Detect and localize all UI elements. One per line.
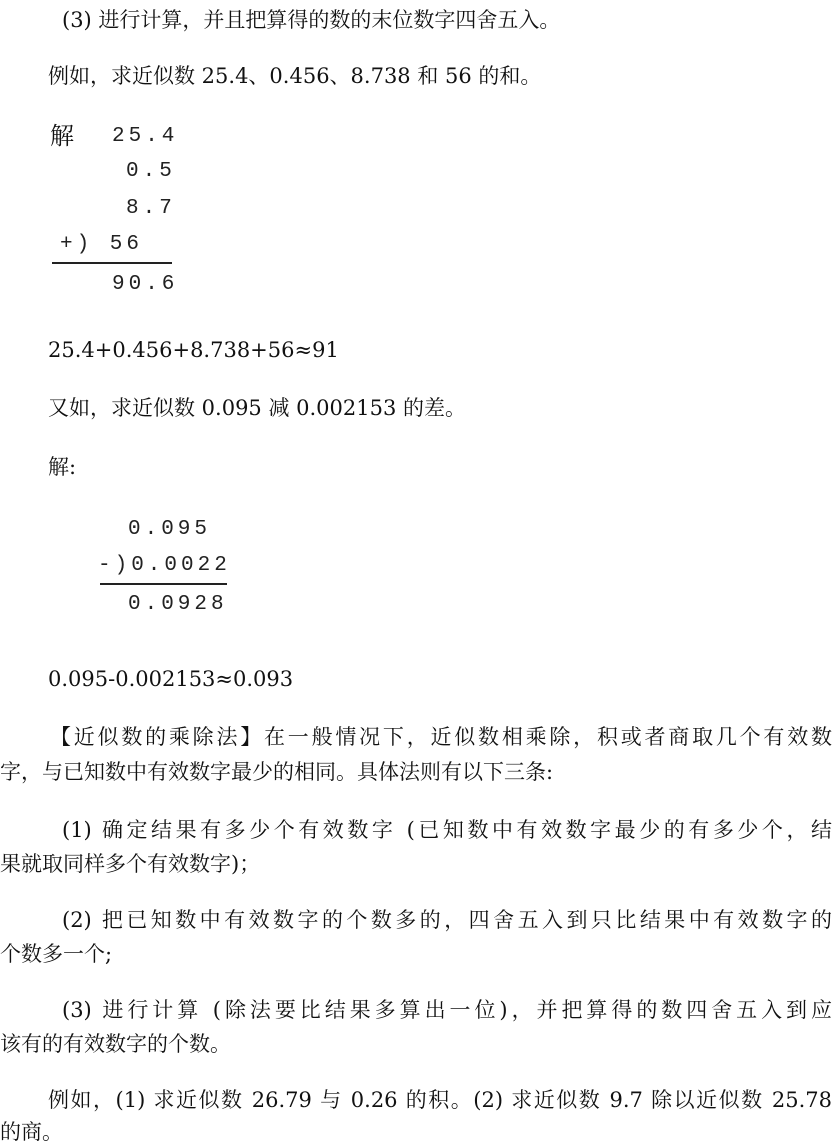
example-1-conclusion: 25.4+0.456+8.738+56≈91: [48, 338, 339, 362]
example-2-solve-label: 解:: [48, 455, 77, 479]
difference-rule: [100, 583, 227, 585]
step-3-text: (3) 进行计算，并且把算得的数的末位数字四舍五入。: [62, 8, 561, 32]
rule-1-line-2: 果就取同样多个有效数字)；: [0, 852, 261, 876]
calc-row-addend-1: 25.4: [112, 125, 179, 148]
calc-result: 0.0928: [128, 593, 228, 616]
calc-row-addend-3: 8.7: [126, 197, 176, 220]
rule-3-line-2: 该有的有效数字的个数。: [0, 1032, 231, 1056]
example-2-intro: 又如，求近似数 0.095 减 0.002153 的差。: [48, 396, 467, 420]
sum-rule: [52, 262, 172, 264]
calc-result: 90.6: [112, 273, 179, 296]
rule-2-line-1: (2) 把已知数中有效数字的个数多的，四舍五入到只比结果中有效数字的: [62, 908, 832, 932]
example-3-line-1: 例如，(1) 求近似数 26.79 与 0.26 的积。(2) 求近似数 9.7 除以近似数 25.78: [48, 1088, 832, 1112]
calc-row-addend-2: 0.5: [126, 160, 176, 183]
calc-row-minuend: 0.095: [128, 518, 212, 541]
example-1-intro: 例如，求近似数 25.4、0.456、8.738 和 56 的和。: [48, 64, 542, 88]
rule-1-line-1: (1) 确定结果有多少个有效数字 (已知数中有效数字最少的有多少个，结: [62, 818, 832, 842]
calc-row-subtrahend: -)0.0022: [98, 554, 231, 577]
section-paragraph-line-1: 【近似数的乘除法】在一般情况下，近似数相乘除，积或者商取几个有效数: [50, 725, 832, 749]
calc-row-addend-4: +) 56: [60, 233, 144, 256]
rule-3-line-1: (3) 进行计算 (除法要比结果多算出一位)，并把算得的数四舍五入到应: [62, 998, 832, 1022]
solve-label: 解: [50, 122, 74, 150]
rule-2-line-2: 个数多一个;: [0, 942, 113, 966]
example-3-line-2: 的商。: [0, 1120, 63, 1144]
section-paragraph-line-2: 字，与已知数中有效数字最少的相同。具体法则有以下三条:: [0, 760, 554, 784]
example-2-conclusion: 0.095-0.002153≈0.093: [48, 667, 294, 691]
